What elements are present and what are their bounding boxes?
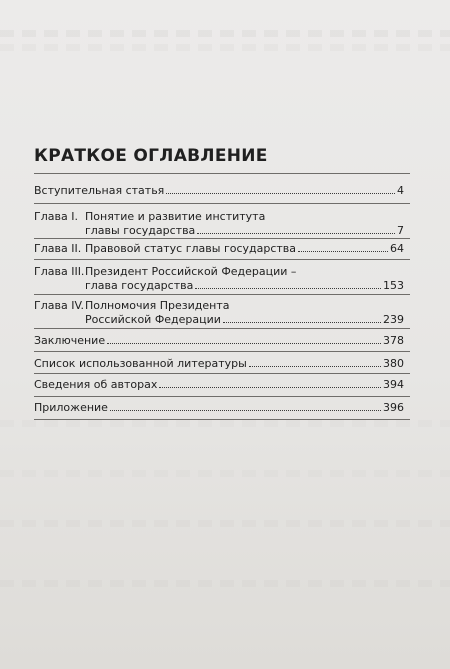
toc-chapter-label: Глава II. [34, 242, 82, 255]
toc-separator [34, 396, 410, 397]
bleed-through-texture [0, 30, 450, 37]
toc-line [34, 279, 404, 293]
dot-leader [223, 322, 381, 323]
toc-line [34, 334, 404, 348]
toc-separator [34, 238, 410, 239]
toc-entry-introduction [34, 184, 404, 198]
toc-separator [34, 294, 410, 295]
toc-entry-title: Полномочия Президента [85, 299, 230, 312]
toc-line [34, 401, 404, 415]
toc-entry-title: Список использованной литературы [34, 357, 247, 370]
toc-line [34, 224, 404, 238]
toc-entry-conclusion [34, 334, 404, 348]
toc-entry-chapter-4 [34, 299, 404, 327]
toc-entry-title-continued: глава государства [85, 279, 194, 292]
dot-leader [107, 343, 381, 344]
toc-entry-title: Вступительная статья [34, 184, 165, 197]
toc-title: КРАТКОЕ ОГЛАВЛЕНИЕ [34, 146, 268, 166]
dot-leader [197, 233, 395, 234]
dot-leader [249, 366, 381, 367]
toc-entry-bibliography [34, 357, 404, 371]
toc-page-number: 378 [383, 334, 404, 347]
toc-entry-title-continued: Российской Федерации [85, 313, 221, 326]
toc-page-number: 64 [390, 242, 404, 255]
bleed-through-texture [0, 470, 450, 477]
toc-entry-authors [34, 378, 404, 392]
toc-separator [34, 328, 410, 329]
toc-line [34, 242, 404, 256]
toc-entry-appendix [34, 401, 404, 415]
toc-page-number: 380 [383, 357, 404, 370]
toc-entry-title: Заключение [34, 334, 106, 347]
toc-separator [34, 351, 410, 352]
toc-page-number: 7 [397, 224, 404, 237]
toc-bottom-rule [34, 419, 410, 420]
toc-page-number: 153 [383, 279, 404, 292]
toc-entry-title: Сведения об авторах [34, 378, 158, 391]
toc-line [34, 210, 404, 224]
toc-entry-chapter-3 [34, 265, 404, 293]
dot-leader [110, 410, 381, 411]
toc-line [34, 378, 404, 392]
toc-entry-title: Понятие и развитие института [85, 210, 266, 223]
toc-separator [34, 259, 410, 260]
dot-leader [166, 193, 395, 194]
bleed-through-texture [0, 420, 450, 427]
toc-chapter-label: Глава I. [34, 210, 78, 223]
toc-separator [34, 373, 410, 374]
toc-chapter-label: Глава III. [34, 265, 85, 278]
toc-line [34, 299, 404, 313]
toc-entry-title: Президент Российской Федерации – [85, 265, 297, 278]
toc-line [34, 313, 404, 327]
toc-page-number: 394 [383, 378, 404, 391]
toc-line [34, 265, 404, 279]
toc-page-number: 396 [383, 401, 404, 414]
toc-top-rule [34, 173, 410, 174]
dot-leader [159, 387, 381, 388]
toc-entry-chapter-1 [34, 210, 404, 238]
bleed-through-texture [0, 580, 450, 587]
dot-leader [195, 288, 381, 289]
toc-page-number: 4 [397, 184, 404, 197]
dot-leader [298, 251, 388, 252]
toc-entry-title: Правовой статус главы государства [85, 242, 297, 255]
toc-line [34, 184, 404, 198]
bleed-through-texture [0, 44, 450, 51]
bleed-through-texture [0, 520, 450, 527]
toc-separator [34, 203, 410, 204]
toc-entry-chapter-2 [34, 242, 404, 256]
toc-line [34, 357, 404, 371]
toc-page-number: 239 [383, 313, 404, 326]
toc-chapter-label: Глава IV. [34, 299, 85, 312]
toc-entry-title-continued: главы государства [85, 224, 196, 237]
toc-entry-title: Приложение [34, 401, 108, 414]
